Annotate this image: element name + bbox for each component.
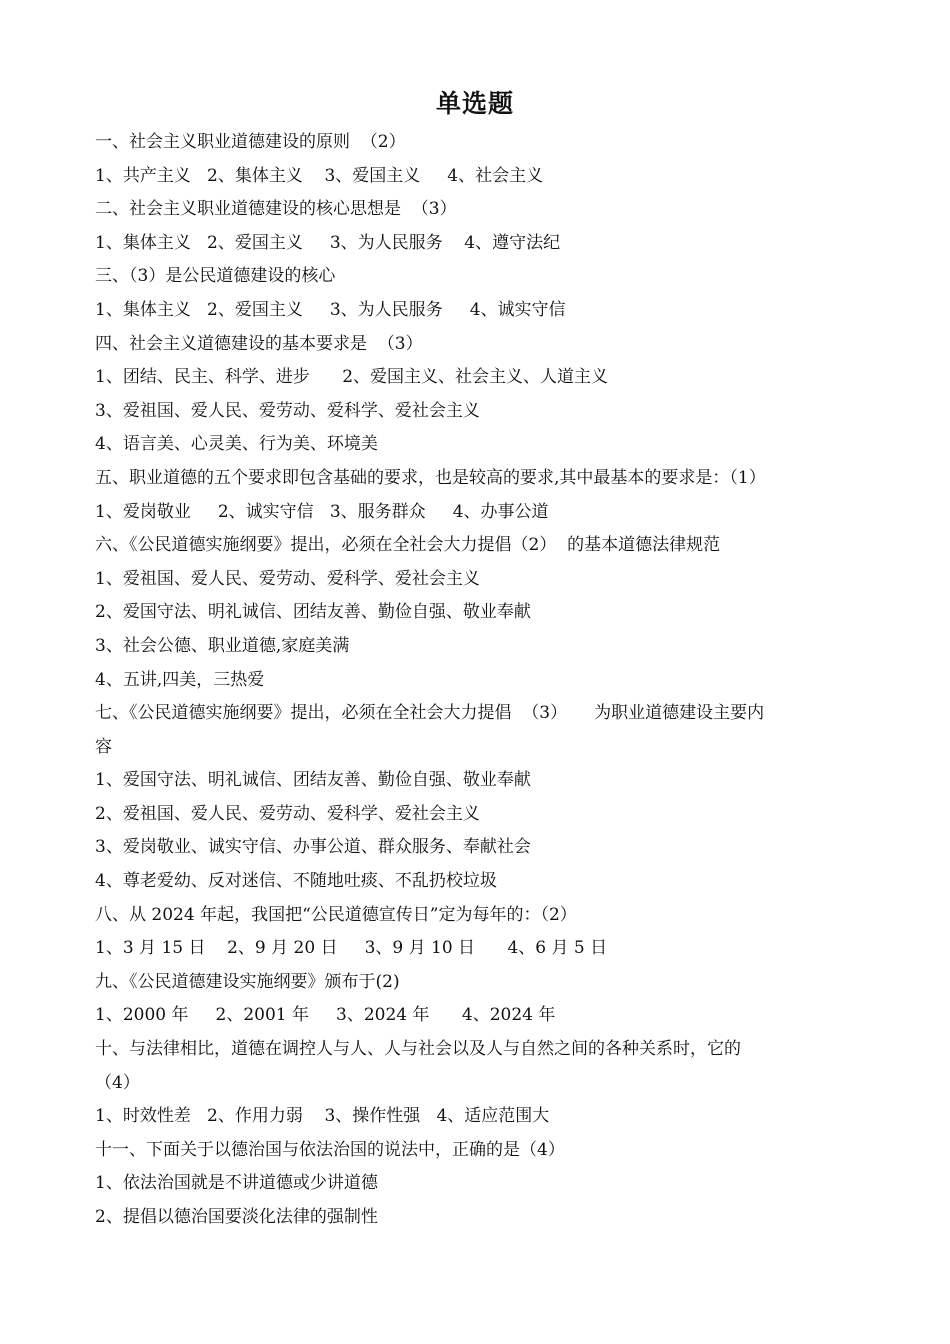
text-line: 1、团结、民主、科学、进步 2、爱国主义、社会主义、人道主义 (95, 367, 609, 388)
text-line: 1、时效性差 2、作用力弱 3、操作性强 4、适应范围大 (95, 1106, 550, 1127)
text-line: 1、集体主义 2、爱国主义 3、为人民服务 4、遵守法纪 (95, 232, 561, 253)
text-line: 十一、下面关于以德治国与依法治国的说法中，正确的是（4） (95, 1139, 565, 1160)
text-line: 4、语言美、心灵美、行为美、环境美 (95, 434, 378, 455)
text-line: 1、爱国守法、明礼诚信、团结友善、勤俭自强、敬业奉献 (95, 770, 531, 791)
text-line: 三、（3）是公民道德建设的核心 (95, 266, 336, 287)
text-line: 2、爱祖国、爱人民、爱劳动、爱科学、爱社会主义 (95, 803, 480, 824)
text-line: 二、社会主义职业道德建设的核心思想是 （3） (95, 199, 457, 220)
page-title: 单选题 (435, 89, 514, 118)
text-line: 1、爱祖国、爱人民、爱劳动、爱科学、爱社会主义 (95, 568, 480, 589)
question-list (95, 126, 865, 1235)
text-line: 1、2000 年 2、2001 年 3、2024 年 4、2024 年 (95, 1005, 556, 1026)
text-line: 1、集体主义 2、爱国主义 3、为人民服务 4、诚实守信 (95, 299, 566, 320)
text-line: 3、社会公德、职业道德,家庭美满 (95, 635, 350, 656)
text-line: （4） (95, 1072, 140, 1093)
text-line: 1、3 月 15 日 2、9 月 20 日 3、9 月 10 日 4、6 月 5 日 (95, 938, 608, 959)
text-line: 容 (95, 736, 112, 757)
text-line: 2、爱国守法、明礼诚信、团结友善、勤俭自强、敬业奉献 (95, 602, 531, 623)
text-line: 3、爱岗敬业、诚实守信、办事公道、群众服务、奉献社会 (95, 837, 531, 858)
text-line: 1、爱岗敬业 2、诚实守信 3、服务群众 4、办事公道 (95, 501, 549, 522)
text-line: 4、尊老爱幼、反对迷信、不随地吐痰、不乱扔校垃圾 (95, 871, 497, 892)
text-line: 一、社会主义职业道德建设的原则 （2） (95, 132, 406, 152)
text-line: 1、共产主义 2、集体主义 3、爱国主义 4、社会主义 (95, 165, 544, 186)
text-line: 八、从 2024 年起，我国把“公民道德宣传日”定为每年的：（2） (95, 904, 577, 925)
text-line: 4、五讲,四美，三热爱 (95, 669, 265, 690)
text-line: 3、爱祖国、爱人民、爱劳动、爱科学、爱社会主义 (95, 400, 480, 421)
text-line: 十、与法律相比，道德在调控人与人、人与社会以及人与自然之间的各种关系时，它的 (95, 1039, 741, 1060)
text-line: 四、社会主义道德建设的基本要求是 （3） (95, 333, 423, 354)
text-line: 五、职业道德的五个要求即包含基础的要求，也是较高的要求,其中最基本的要求是：（1） (95, 467, 766, 488)
text-line: 1、依法治国就是不讲道德或少讲道德 (95, 1173, 378, 1194)
text-line: 九、《公民道德建设实施纲要》颁布于(2) (95, 971, 400, 992)
text-line: 七、《公民道德实施纲要》提出，必须在全社会大力提倡 （3） 为职业道德建设主要内 (95, 703, 765, 724)
text-line: 2、提倡以德治国要淡化法律的强制性 (95, 1207, 378, 1227)
text-line: 六、《公民道德实施纲要》提出，必须在全社会大力提倡（2） 的基本道德法律规范 (95, 535, 721, 556)
